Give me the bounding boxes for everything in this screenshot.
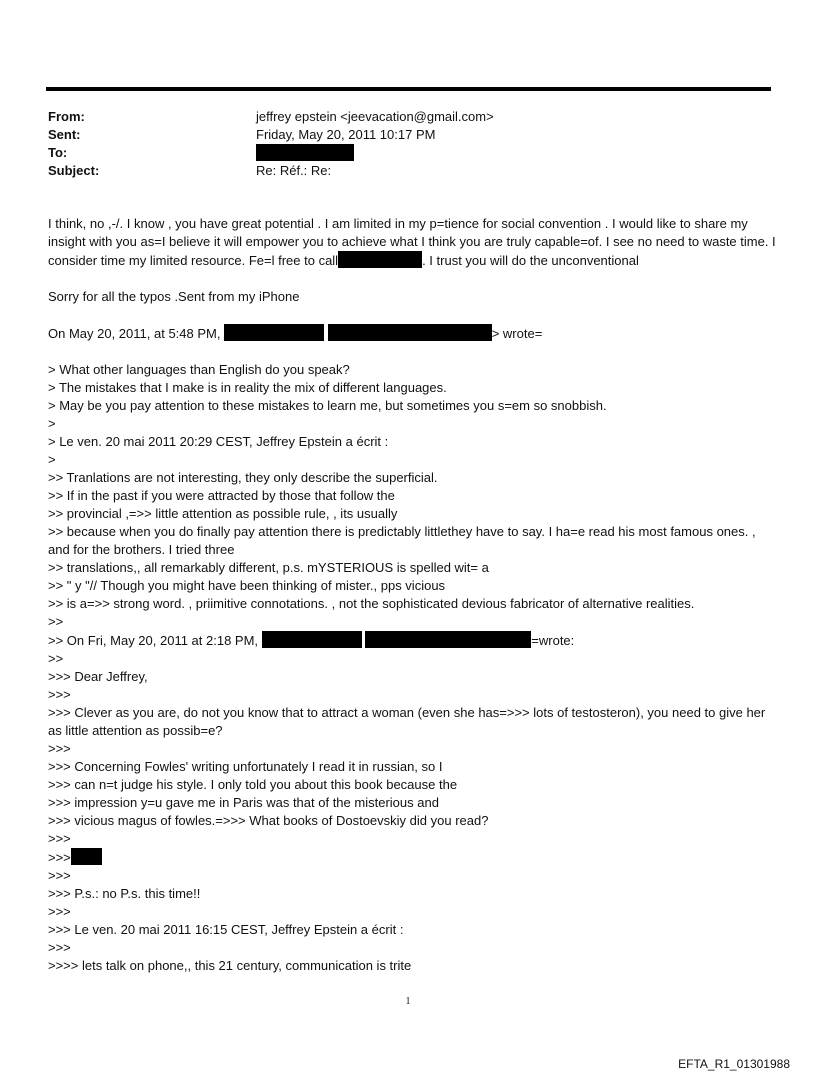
quote-line <box>48 631 778 650</box>
quote-line: >>> <box>48 741 71 756</box>
bates-stamp: EFTA_R1_01301988 <box>678 1057 790 1071</box>
redaction-box <box>365 631 531 648</box>
quote-line: > Le ven. 20 mai 2011 20:29 CEST, Jeffrey Epstein a écrit : <box>48 434 389 449</box>
quote-line: >>> Dear Jeffrey, <box>48 669 148 684</box>
quote-line: >>> <box>48 831 71 846</box>
body-text: On May 20, 2011, at 5:48 PM, <box>48 326 221 341</box>
redaction-box <box>262 631 362 648</box>
quote-line: >> " y "// Though you might have been thinking of mister., pps vicious <box>48 578 446 593</box>
quote-line <box>48 848 778 867</box>
redaction-box <box>328 324 492 341</box>
quote-line: >>> <box>48 940 71 955</box>
quote-line: >> Tranlations are not interesting, they only describe the superficial. <box>48 470 438 485</box>
quote-line: >>> <box>48 868 71 883</box>
redaction-box <box>338 251 422 268</box>
from-label: From: <box>48 109 85 124</box>
quote-line: >> because when you do finally pay attention there is predictably littlethey have to say. I ha=e read his most famous ones. , and for the brothers. I tried three <box>48 524 756 557</box>
quote-line: > May be you pay attention to these mistakes to learn me, but sometimes you s=em so snobbish. <box>48 398 607 413</box>
subject-label: Subject: <box>48 163 100 178</box>
to-value <box>256 144 354 163</box>
header-divider <box>46 87 771 91</box>
quote-line: >>> Le ven. 20 mai 2011 16:15 CEST, Jeffrey Epstein a écrit : <box>48 922 404 937</box>
quote-line: >> provincial ,=>> little attention as possible rule, , its usually <box>48 506 398 521</box>
quote-line: >>>> lets talk on phone,, this 21 century, communication is trite <box>48 958 412 973</box>
body-paragraph <box>48 215 778 270</box>
quote-line: >>> impression y=u gave me in Paris was that of the misterious and <box>48 795 439 810</box>
quote-line: >> If in the past if you were attracted by those that follow the <box>48 488 395 503</box>
body-text: =wrote: <box>531 633 575 648</box>
to-label: To: <box>48 145 68 160</box>
quote-line: >>> <box>48 687 71 702</box>
quote-header-line <box>48 324 778 343</box>
body-text: I think, no ,-/. I know , you have great potential . I am limited in my p=tience for social convention . I would like to share my insight with you as=I believe it will empower you to achieve what I think you are truly capable=of. I see no need to waste time. I consider time my limited resource. Fe=l free to call <box>48 216 776 268</box>
quote-line: >>> P.s.: no P.s. this time!! <box>48 886 201 901</box>
redaction-box <box>256 144 354 161</box>
subject-value: Re: Réf.: Re: <box>256 163 332 178</box>
body-text: >> On Fri, May 20, 2011 at 2:18 PM, <box>48 633 259 648</box>
sent-label: Sent: <box>48 127 81 142</box>
body-text: . I trust you will do the unconventional <box>422 253 639 268</box>
body-paragraph: Sorry for all the typos .Sent from my iPhone <box>48 289 300 304</box>
quote-line: > <box>48 416 56 431</box>
quote-line: >> <box>48 614 64 629</box>
page-number: 1 <box>405 996 411 1007</box>
sent-value: Friday, May 20, 2011 10:17 PM <box>256 127 436 142</box>
quote-line: >> <box>48 651 64 666</box>
quote-line: > The mistakes that I make is in reality the mix of different languages. <box>48 380 447 395</box>
quote-line: >>> Clever as you are, do not you know that to attract a woman (even she has=>>> lots of testosteron), you need to give her as little attention as possib=e? <box>48 705 766 738</box>
from-value: jeffrey epstein <jeevacation@gmail.com> <box>256 109 494 124</box>
body-text: > wrote= <box>491 326 543 341</box>
quote-line: >> is a=>> strong word. , priimitive connotations. , not the sophisticated devious fabricator of alternative realities. <box>48 596 695 611</box>
quote-line: >>> Concerning Fowles' writing unfortunately I read it in russian, so I <box>48 759 443 774</box>
quote-line: > <box>48 452 56 467</box>
quote-line: >>> can n=t judge his style. I only told you about this book because the <box>48 777 458 792</box>
redaction-box <box>224 324 324 341</box>
email-body <box>48 215 778 975</box>
quote-line: >>> vicious magus of fowles.=>>> What books of Dostoevskiy did you read? <box>48 813 489 828</box>
body-text: >>> <box>48 850 71 865</box>
quote-line: > What other languages than English do you speak? <box>48 362 350 377</box>
quote-line: >>> <box>48 904 71 919</box>
quote-line: >> translations,, all remarkably different, p.s. mYSTERIOUS is spelled wit= a <box>48 560 489 575</box>
redaction-box <box>71 848 102 865</box>
